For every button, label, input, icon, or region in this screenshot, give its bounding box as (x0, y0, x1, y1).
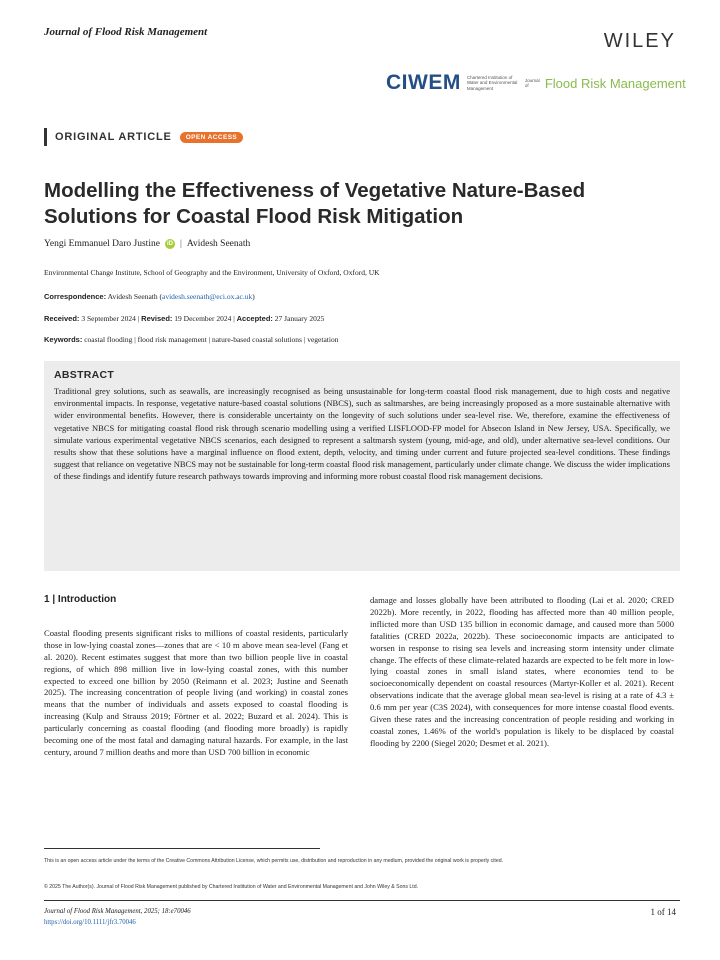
intro-left-column (44, 594, 348, 759)
section-heading: 1 | Introduction (44, 594, 117, 605)
author-link[interactable]: Avidesh Seenath (186, 239, 251, 249)
license-note: This is an open access article under the terms of the Creative Commons Attribution License, which permits use, distribution and reproduction in any medium, provided the original work is properly cited. (44, 858, 504, 864)
orcid-icon[interactable]: iD (166, 241, 173, 247)
jfrm-logo: Flood Risk Management (544, 75, 686, 91)
ciwem-subtext: Chartered Institution of Water and Environmental Management (466, 75, 518, 91)
author-list (44, 239, 250, 249)
article-title: Modelling the Effectiveness of Vegetative Nature-Based Solutions for Coastal Flood Risk Mitigation (44, 179, 586, 228)
intro-paragraph: Coastal flooding presents significant risks to millions of coastal residents, particularly those in low-lying coastal zones—zones that are < 10 m above mean sea-level (Fang et al. 2020). Recent estimates suggest that more than two billion people live in coastal regions, of which 898 million live in low-lying coastal zones, with this number expected to exceed one billion by 2050 (Reimann et al. 2023; Justine and Seenath 2025). The increasing concentration of people living (and working) in coastal zones means that the number of individuals and assets exposed to coastal flooding is increasing (Kulp and Strauss 2019; Förtner et al. 2022; Buzard et al. 2024). This is particularly concerning as coastal flooding (and flooding more broadly) is rapidly becoming one of the most fatal and damaging natural hazards. For example, in the last century, around 7 million deaths and more than USD 700 billion in economic (44, 627, 348, 757)
doi-link[interactable]: https://doi.org/10.1111/jfr3.70046 (44, 919, 136, 926)
author-separator: | (179, 239, 182, 249)
intro-right-column (370, 595, 674, 750)
keywords-label: Keywords: (44, 335, 83, 344)
page-footer-divider (44, 900, 680, 901)
author-link[interactable]: Yengi Emmanuel Daro Justine (44, 239, 160, 249)
article-dates: Received: 3 September 2024 | Revised: 19 December 2024 | Accepted: 27 January 2025 (44, 314, 325, 323)
received-date: 3 September 2024 (81, 314, 136, 323)
footnote-divider (44, 848, 320, 849)
intro-paragraph-continued: damage and losses globally have been attributed to flooding (Lai et al. 2020; CRED 2022b). More recently, in 2022, flooding has affected more than 40 million people, inflicted more than USD 135 billion in economic damage, and caused more than 5000 fatalities (CRED 2022a, 2022b). These socioeconomic impacts are anticipated to worsen in response to rising sea levels and increasing storm intensity under climate change. The effects of these climate-related hazards are expected to be felt more in low-lying coastal zones in small island states, where economies tend to be socioeconomically dependent on coastal resources (Martyr-Koller et al. 2021). Recent observations indicate that the average global mean sea-level is rising at a rate of 4.3 ± 0.6 mm per year (C3S 2024), with consequences for more intense coastal flood events. Given these rates and the increasing concentration of people residing and working in coastal zones, 1.46% of the world's population is likely to be displaced by coastal flooding by 2200 (Siegel 2020; Desmet et al. 2021). (370, 595, 674, 748)
revised-date: 19 December 2024 (174, 314, 232, 323)
publisher-logo: WILEY (603, 30, 676, 52)
keywords-list: coastal flooding | flood risk management | nature-based coastal solutions | vegetation (84, 335, 339, 344)
page-number: 1 of 14 (650, 907, 676, 917)
abstract-box (44, 361, 680, 571)
article-type (44, 128, 243, 146)
abstract-text: Traditional grey solutions, such as seawalls, are increasingly recognised as being unsustainable for long-term coastal flood risk management, due to high costs and negative environmental impacts. In response, vegetative nature-based coastal solutions (NBCS), such as saltmarshes, are being increasingly proposed as a more sustainable alternative with wider environmental benefits. However, there is considerable uncertainty on the longevity of such solutions under sea-level rise. We, therefore, examine the effectiveness of vegetative NBCS for mitigating coastal flood risk through scenario modelling using a verified LISFLOOD-FP model for Absecon Island in New Jersey, USA. Specifically, we simulate various experimental vegetative NBCS scenarios, each designed to represent a saltmarsh system (young, mid-age, and old), under alternative sea-level conditions. Our results show that these solutions have a marginal influence on flood extent, depth, velocity, and timing under current and future projected sea-level conditions. These findings suggest that reliance on vegetative NBCS may not be sustainable for long-term coastal flood risk management, particularly under climate change. We discuss the wider implications of these findings and identify future research pathways towards improving and informing more robust coastal flood risk management decisions. (54, 386, 670, 482)
abstract-heading: ABSTRACT (54, 369, 115, 381)
keywords (44, 335, 338, 344)
type-bar (44, 128, 47, 146)
correspondence: Correspondence: Avidesh Seenath (avidesh.seenath@eci.ox.ac.uk) (44, 292, 255, 301)
correspondence-label: Correspondence: (44, 292, 107, 301)
correspondence-email-link[interactable]: avidesh.seenath@eci.ox.ac.uk (162, 292, 253, 301)
revised-label: Revised: (141, 314, 173, 323)
copyright-note: © 2025 The Author(s). Journal of Flood Risk Management published by Chartered Institution of Water and Environmental Management and John Wiley & Sons Ltd. (44, 884, 419, 890)
received-label: Received: (44, 314, 80, 323)
jfrm-prefix: Journal of (524, 78, 540, 88)
journal-name: Journal of Flood Risk Management (44, 26, 208, 38)
affiliation: Environmental Change Institute, School of Geography and the Environment, University of Oxford, Oxford, UK (44, 268, 380, 277)
correspondence-name: Avidesh Seenath (107, 292, 158, 301)
ciwem-logo: CIWEM (386, 71, 461, 94)
citation-line: Journal of Flood Risk Management, 2025; 18:e70046 (44, 908, 191, 915)
article-type-label: ORIGINAL ARTICLE (55, 131, 172, 143)
open-access-badge: OPEN ACCESS (180, 132, 243, 143)
accepted-label: Accepted: (236, 314, 273, 323)
society-logo (386, 70, 686, 96)
accepted-date: 27 January 2025 (274, 314, 325, 323)
